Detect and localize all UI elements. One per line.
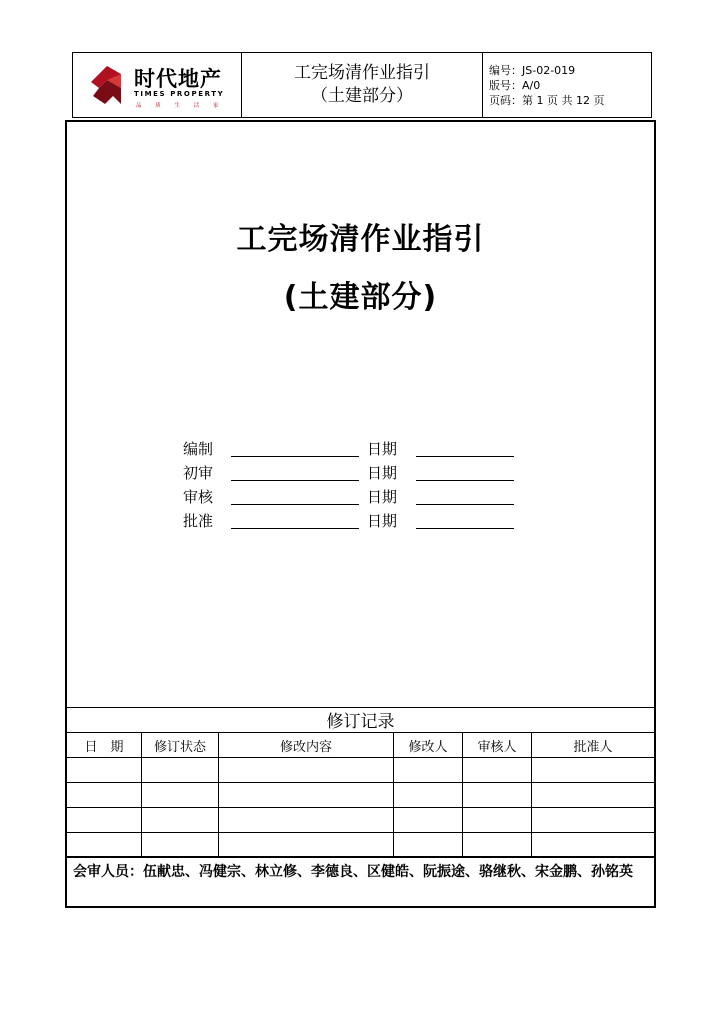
date-line[interactable] — [416, 504, 514, 505]
signature-block — [183, 436, 523, 532]
table-cell[interactable] — [463, 783, 532, 808]
table-row — [67, 833, 654, 858]
table-cell[interactable] — [219, 808, 394, 833]
header-title-line1: 工完场清作业指引 — [294, 63, 430, 83]
sign-line[interactable] — [231, 456, 359, 457]
sign-row — [183, 436, 523, 460]
header-title-line2: （土建部分） — [311, 86, 413, 106]
table-cell[interactable] — [394, 758, 463, 783]
table-cell[interactable] — [532, 783, 655, 808]
document-body — [65, 120, 656, 908]
table-cell[interactable] — [394, 783, 463, 808]
sign-label: 审核 — [183, 488, 214, 506]
logo-area — [73, 53, 242, 118]
table-row — [67, 783, 654, 808]
table-cell[interactable] — [532, 808, 655, 833]
sign-row — [183, 508, 523, 532]
table-cell[interactable] — [219, 758, 394, 783]
header-meta — [483, 53, 652, 118]
company-logo-icon — [87, 62, 129, 108]
sign-row — [183, 484, 523, 508]
table-cell[interactable] — [532, 833, 655, 858]
sign-row — [183, 460, 523, 484]
cover-section — [67, 122, 654, 708]
table-cell[interactable] — [219, 783, 394, 808]
table-cell[interactable] — [67, 808, 142, 833]
revision-table — [67, 707, 654, 858]
document-header — [72, 52, 652, 118]
column-header: 审核人 — [463, 733, 532, 758]
sign-line[interactable] — [231, 528, 359, 529]
sign-line[interactable] — [231, 480, 359, 481]
table-cell[interactable] — [142, 808, 219, 833]
table-cell[interactable] — [142, 783, 219, 808]
date-label: 日期 — [367, 512, 398, 530]
table-cell[interactable] — [67, 833, 142, 858]
logo-english-name: TIMES PROPERTY — [134, 90, 225, 98]
table-cell[interactable] — [142, 833, 219, 858]
table-cell[interactable] — [463, 758, 532, 783]
date-label: 日期 — [367, 464, 398, 482]
table-cell[interactable] — [463, 808, 532, 833]
column-header: 修改内容 — [219, 733, 394, 758]
table-cell[interactable] — [219, 833, 394, 858]
date-label: 日期 — [367, 440, 398, 458]
table-cell[interactable] — [532, 758, 655, 783]
date-line[interactable] — [416, 528, 514, 529]
sign-line[interactable] — [231, 504, 359, 505]
column-header: 修改人 — [394, 733, 463, 758]
table-row — [67, 758, 654, 783]
logo-slogan: 品 质 生 活 家 — [136, 103, 225, 109]
table-cell[interactable] — [67, 758, 142, 783]
date-line[interactable] — [416, 480, 514, 481]
table-row — [67, 808, 654, 833]
column-header: 修订状态 — [142, 733, 219, 758]
column-header: 批准人 — [532, 733, 655, 758]
date-line[interactable] — [416, 456, 514, 457]
logo-chinese-name: 时代地产 — [134, 67, 222, 91]
column-header: 日 期 — [67, 733, 142, 758]
header-title — [242, 53, 483, 118]
version-number: 版号：A/0 — [489, 78, 541, 92]
table-cell[interactable] — [394, 833, 463, 858]
table-cell[interactable] — [67, 783, 142, 808]
page-number: 页码：第 1 页 共 12 页 — [489, 93, 605, 107]
table-cell[interactable] — [394, 808, 463, 833]
cover-title: 工完场清作业指引 — [236, 222, 485, 257]
table-cell[interactable] — [142, 758, 219, 783]
sign-label: 初审 — [183, 464, 214, 482]
cover-subtitle: (土建部分) — [283, 280, 438, 315]
table-cell[interactable] — [463, 833, 532, 858]
sign-label: 批准 — [183, 512, 214, 530]
revision-caption: 修订记录 — [67, 707, 654, 733]
doc-number: 编号：JS-02-019 — [489, 63, 576, 77]
reviewers-list: 会审人员：伍献忠、冯健宗、林立修、李德良、区健皓、阮振途、骆继秋、宋金鹏、孙铭英 — [67, 856, 654, 887]
date-label: 日期 — [367, 488, 398, 506]
sign-label: 编制 — [183, 440, 214, 458]
